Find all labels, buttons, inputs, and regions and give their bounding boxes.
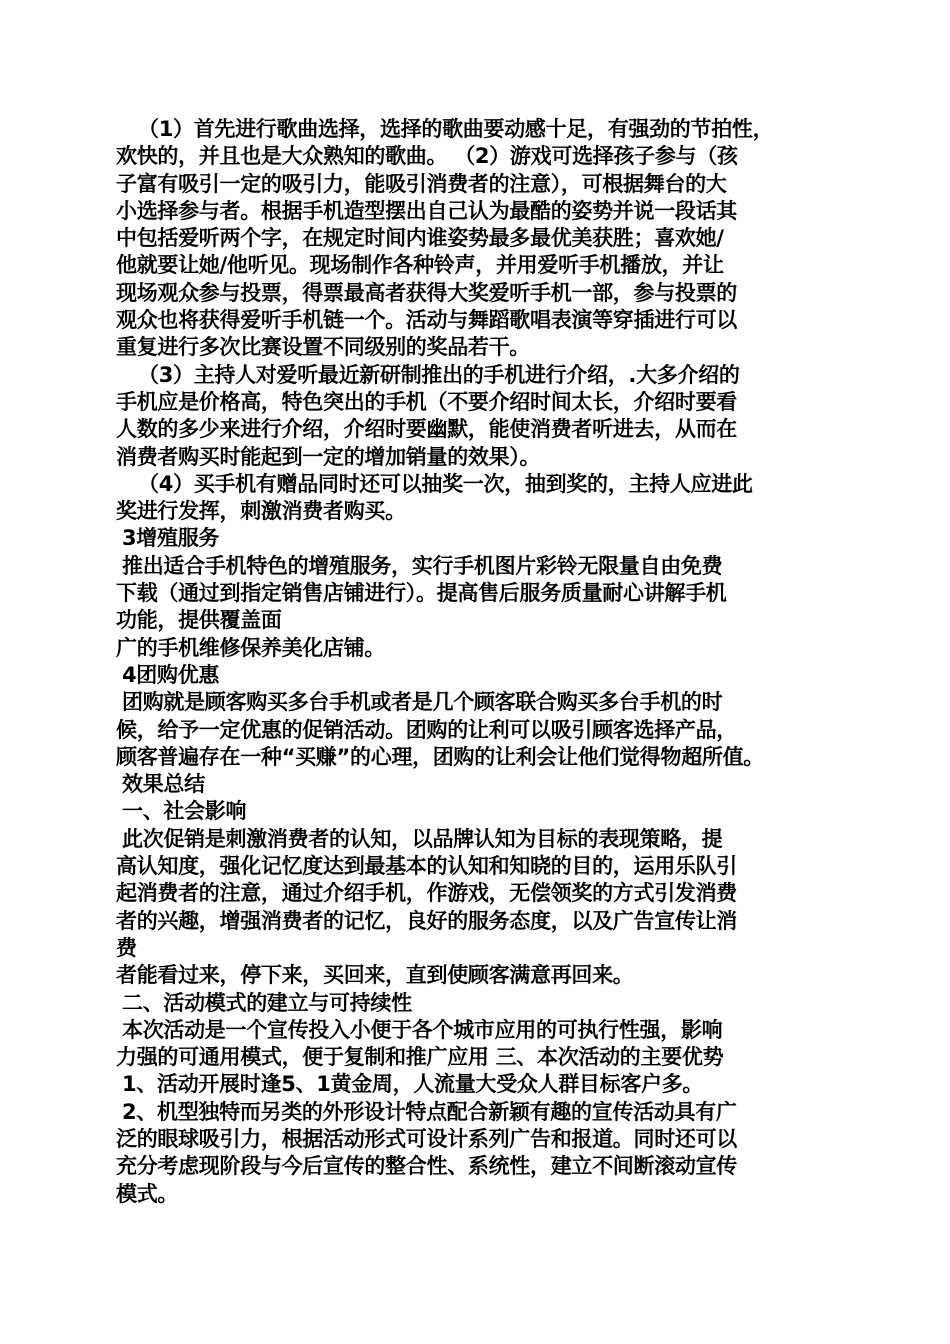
- text-line: 手机应是价格高，特色突出的手机（不要介绍时间太长，介绍时要看: [116, 389, 737, 414]
- text-line: 广的手机维修保养美化店铺。: [116, 635, 386, 660]
- text-line: 中包括爱听两个字，在规定时间内谁姿势最多最优美获胜；喜欢她/: [116, 226, 724, 251]
- text-line: （4）买手机有赠品同时还可以抽奖一次，抽到奖的，主持人应进此: [138, 471, 753, 496]
- section-heading: 效果总结: [122, 772, 205, 797]
- text-line: 人数的多少来进行介绍，介绍时要幽默，能使消费者听进去，从而在: [116, 417, 737, 442]
- text-line: （1）首先进行歌曲选择，选择的歌曲要动感十足，有强劲的节拍性，: [138, 117, 774, 141]
- section-heading: 二、活动模式的建立与可持续性: [122, 990, 412, 1015]
- text-line: 者的兴趣，增强消费者的记忆，良好的服务态度，以及广告宣传让消: [116, 908, 737, 933]
- section-heading: 一、社会影响: [122, 799, 247, 824]
- text-line: 模式。: [116, 1181, 179, 1206]
- text-line: 子富有吸引一定的吸引力，能吸引消费者的注意），可根据舞台的大: [116, 171, 727, 196]
- text-line: 团购就是顾客购买多台手机或者是几个顾客联合购买多台手机的时: [122, 690, 723, 715]
- text-line: 奖进行发挥，刺激消费者购买。: [116, 499, 406, 524]
- text-line: 费: [116, 935, 137, 960]
- text-line: 观众也将获得爱听手机链一个。活动与舞蹈歌唱表演等穿插进行可以: [116, 308, 737, 333]
- section-heading: 4团购优惠: [122, 662, 220, 687]
- text-line: 本次活动是一个宣传投入小便于各个城市应用的可执行性强，影响: [122, 1017, 723, 1042]
- text-line: 他就要让她/他听见。现场制作各种铃声，并用爱听手机播放，并让: [116, 253, 724, 278]
- text-line: 功能，提供覆盖面: [116, 608, 282, 633]
- text-line: 推出适合手机特色的增殖服务，实行手机图片彩铃无限量自由免费: [122, 553, 723, 578]
- text-line: 起消费者的注意，通过介绍手机，作游戏，无偿领奖的方式引发消费: [116, 881, 737, 906]
- text-line: 消费者购买时能起到一定的增加销量的效果）。: [116, 444, 541, 469]
- text-line: 泛的眼球吸引力，根据活动形式可设计系列广告和报道。同时还可以: [116, 1126, 737, 1151]
- text-line: 重复进行多次比赛设置不同级别的奖品若干。: [116, 335, 530, 360]
- text-line: 下载（通过到指定销售店铺进行）。提高售后服务质量耐心讲解手机: [116, 581, 727, 606]
- text-line: 小选择参与者。根据手机造型摆出自己认为最酷的姿势并说一段话其: [116, 198, 737, 223]
- section-heading: 3增殖服务: [122, 526, 220, 551]
- text-line: 2、机型独特而另类的外形设计特点配合新颖有趣的宣传活动具有广: [122, 1099, 737, 1124]
- text-line: 充分考虑现阶段与今后宣传的整合性、系统性，建立不间断滚动宣传: [116, 1154, 737, 1179]
- text-line: （3）主持人对爱听最近新研制推出的手机进行介绍，.大多介绍的: [138, 362, 740, 387]
- text-line: 欢快的，并且也是大众熟知的歌曲。 （2）游戏可选择孩子参与（孩: [116, 144, 738, 169]
- text-line: 顾客普遍存在一种“买赚”的心理，团购的让利会让他们觉得物超所值。: [116, 744, 765, 769]
- text-line: 1、活动开展时逢5、1黄金周，人流量大受众人群目标客户多。: [122, 1072, 704, 1097]
- text-line: 高认知度，强化记忆度达到最基本的认知和知晓的目的，运用乐队引: [116, 854, 737, 879]
- text-line: 此次促销是刺激消费者的认知，以品牌认知为目标的表现策略，提: [122, 826, 723, 851]
- text-line: 现场观众参与投票，得票最高者获得大奖爱听手机一部，参与投票的: [116, 280, 737, 305]
- text-line: 者能看过来，停下来，买回来，直到使顾客满意再回来。: [116, 963, 634, 988]
- text-line: 候，给予一定优惠的促销活动。团购的让利可以吸引顾客选择产品，: [116, 717, 737, 742]
- document-body: [116, 116, 840, 1208]
- text-line: 力强的可通用模式，便于复制和推广应用 三、本次活动的主要优势: [116, 1045, 724, 1070]
